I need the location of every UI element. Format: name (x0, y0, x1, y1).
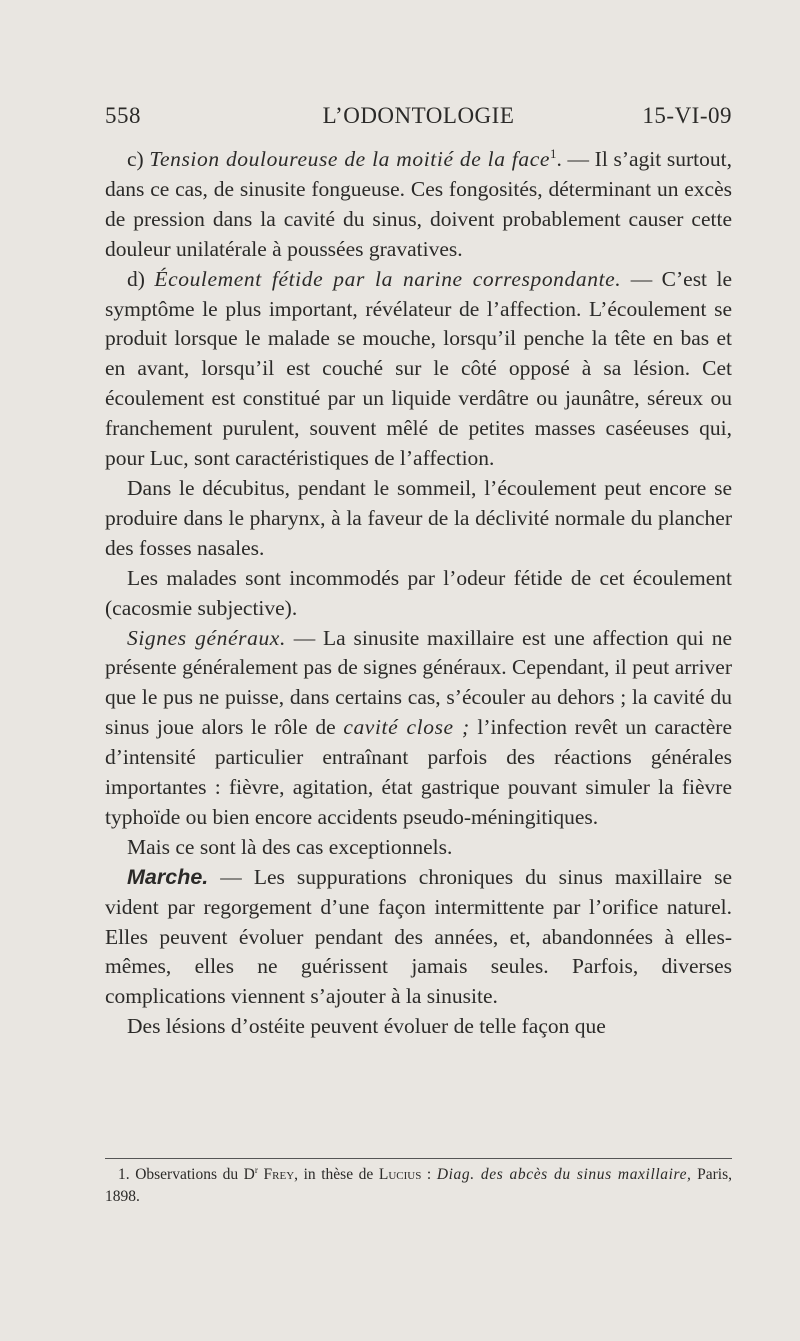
paragraph-text: Les malades sont incommodés par l’odeur fétide de cet écoulement (cacosmie subjective). (105, 565, 732, 620)
paragraph-c (105, 145, 732, 265)
section-heading: Signes généraux. (127, 625, 286, 650)
section-heading: Écoulement fétide par la narine correspondante. (154, 266, 622, 291)
body-text (105, 145, 732, 1042)
paragraph-text: — Les suppurations chroniques du sinus maxillaire se vident par regorgement d’une façon intermittente par l’orifice naturel. Elles peuvent évoluer pendant des années, et, abandonnées à elles-mêmes, elles ne guérissent jamais seules. Parfois, diverses complications viennent s’ajouter à la sinusite. (105, 864, 732, 1009)
emphasis: cavité close ; (343, 715, 470, 740)
footnote-fragment: , in thèse de (294, 1166, 379, 1183)
footnote-rule (105, 1158, 732, 1159)
issue-date: 15-VI-09 (642, 103, 732, 128)
page-header (105, 103, 732, 135)
paragraph (105, 564, 732, 624)
item-letter: c) (127, 147, 150, 171)
running-title: L’ODONTOLOGIE (322, 103, 515, 128)
footnote-superscript: r (254, 1165, 258, 1176)
footnote-text (105, 1164, 732, 1208)
author-name: Frey (257, 1166, 295, 1183)
paragraph-text: . — Il s’agit surtout, dans ce cas, de sinusite fongueuse. Ces fongosités, déterminant un excès de pression dans la cavité du sinus, doivent probablement causer cette douleur unilatérale à poussées gravatives. (105, 147, 732, 261)
paragraph (105, 833, 732, 863)
paragraph (105, 474, 732, 564)
section-heading: Tension douloureuse de la moitié de la face (149, 147, 551, 171)
paragraph-signes-generaux (105, 624, 732, 833)
footnote-fragment: Paris, 1898. (105, 1166, 732, 1205)
footnote (105, 1164, 732, 1208)
item-letter: d) (127, 266, 155, 291)
paragraph-d (105, 265, 732, 474)
paragraph-marche (105, 863, 732, 1013)
footnote-fragment: : (421, 1166, 437, 1183)
paragraph-text: Des lésions d’ostéite peuvent évoluer de telle façon que (127, 1014, 606, 1039)
page-number: 558 (105, 103, 141, 128)
section-heading: Marche. (127, 864, 209, 889)
paragraph-text: l’infection revêt un caractère d’intensité particulier entraînant parfois des réactions générales importantes : fièvre, agitation, état gastrique pouvant simuler la fièvre typhoïde ou bien encore accidents pseudo-méningitiques. (105, 715, 732, 829)
footnote-number: 1. (118, 1166, 130, 1183)
paragraph (105, 1012, 732, 1042)
paragraph-text: — La sinusite maxillaire est une affection qui ne présente généralement pas de signes généraux. Cependant, il peut arriver que le pus ne puisse, dans certains cas, s’écouler au dehors ; la cavité du sinus joue alors le rôle de (105, 625, 732, 740)
paragraph-text: Mais ce sont là des cas exceptionnels. (127, 834, 453, 859)
footnote-fragment: Observations du D (129, 1166, 255, 1183)
footnote-ref: 1 (550, 146, 557, 161)
paragraph-text: Dans le décubitus, pendant le sommeil, l’écoulement peut encore se produire dans le pharynx, à la faveur de la déclivité normale du plancher des fosses nasales. (105, 475, 732, 560)
author-name: Lucius (378, 1166, 422, 1183)
cited-title: Diag. des abcès du sinus maxillaire, (436, 1166, 692, 1183)
paragraph-text: — C’est le symptôme le plus important, révélateur de l’affection. L’écoulement se produit lorsque le malade se mouche, lorsqu’il penche la tête en bas et en avant, lorsqu’il est couché sur le côté opposé à sa lésion. Cet écoulement est constitué par un liquide verdâtre ou jaunâtre, séreux ou franchement purulent, souvent mêlé de petites masses caséeuses qui, pour Luc, sont caractéristiques de l’affection. (105, 266, 732, 471)
